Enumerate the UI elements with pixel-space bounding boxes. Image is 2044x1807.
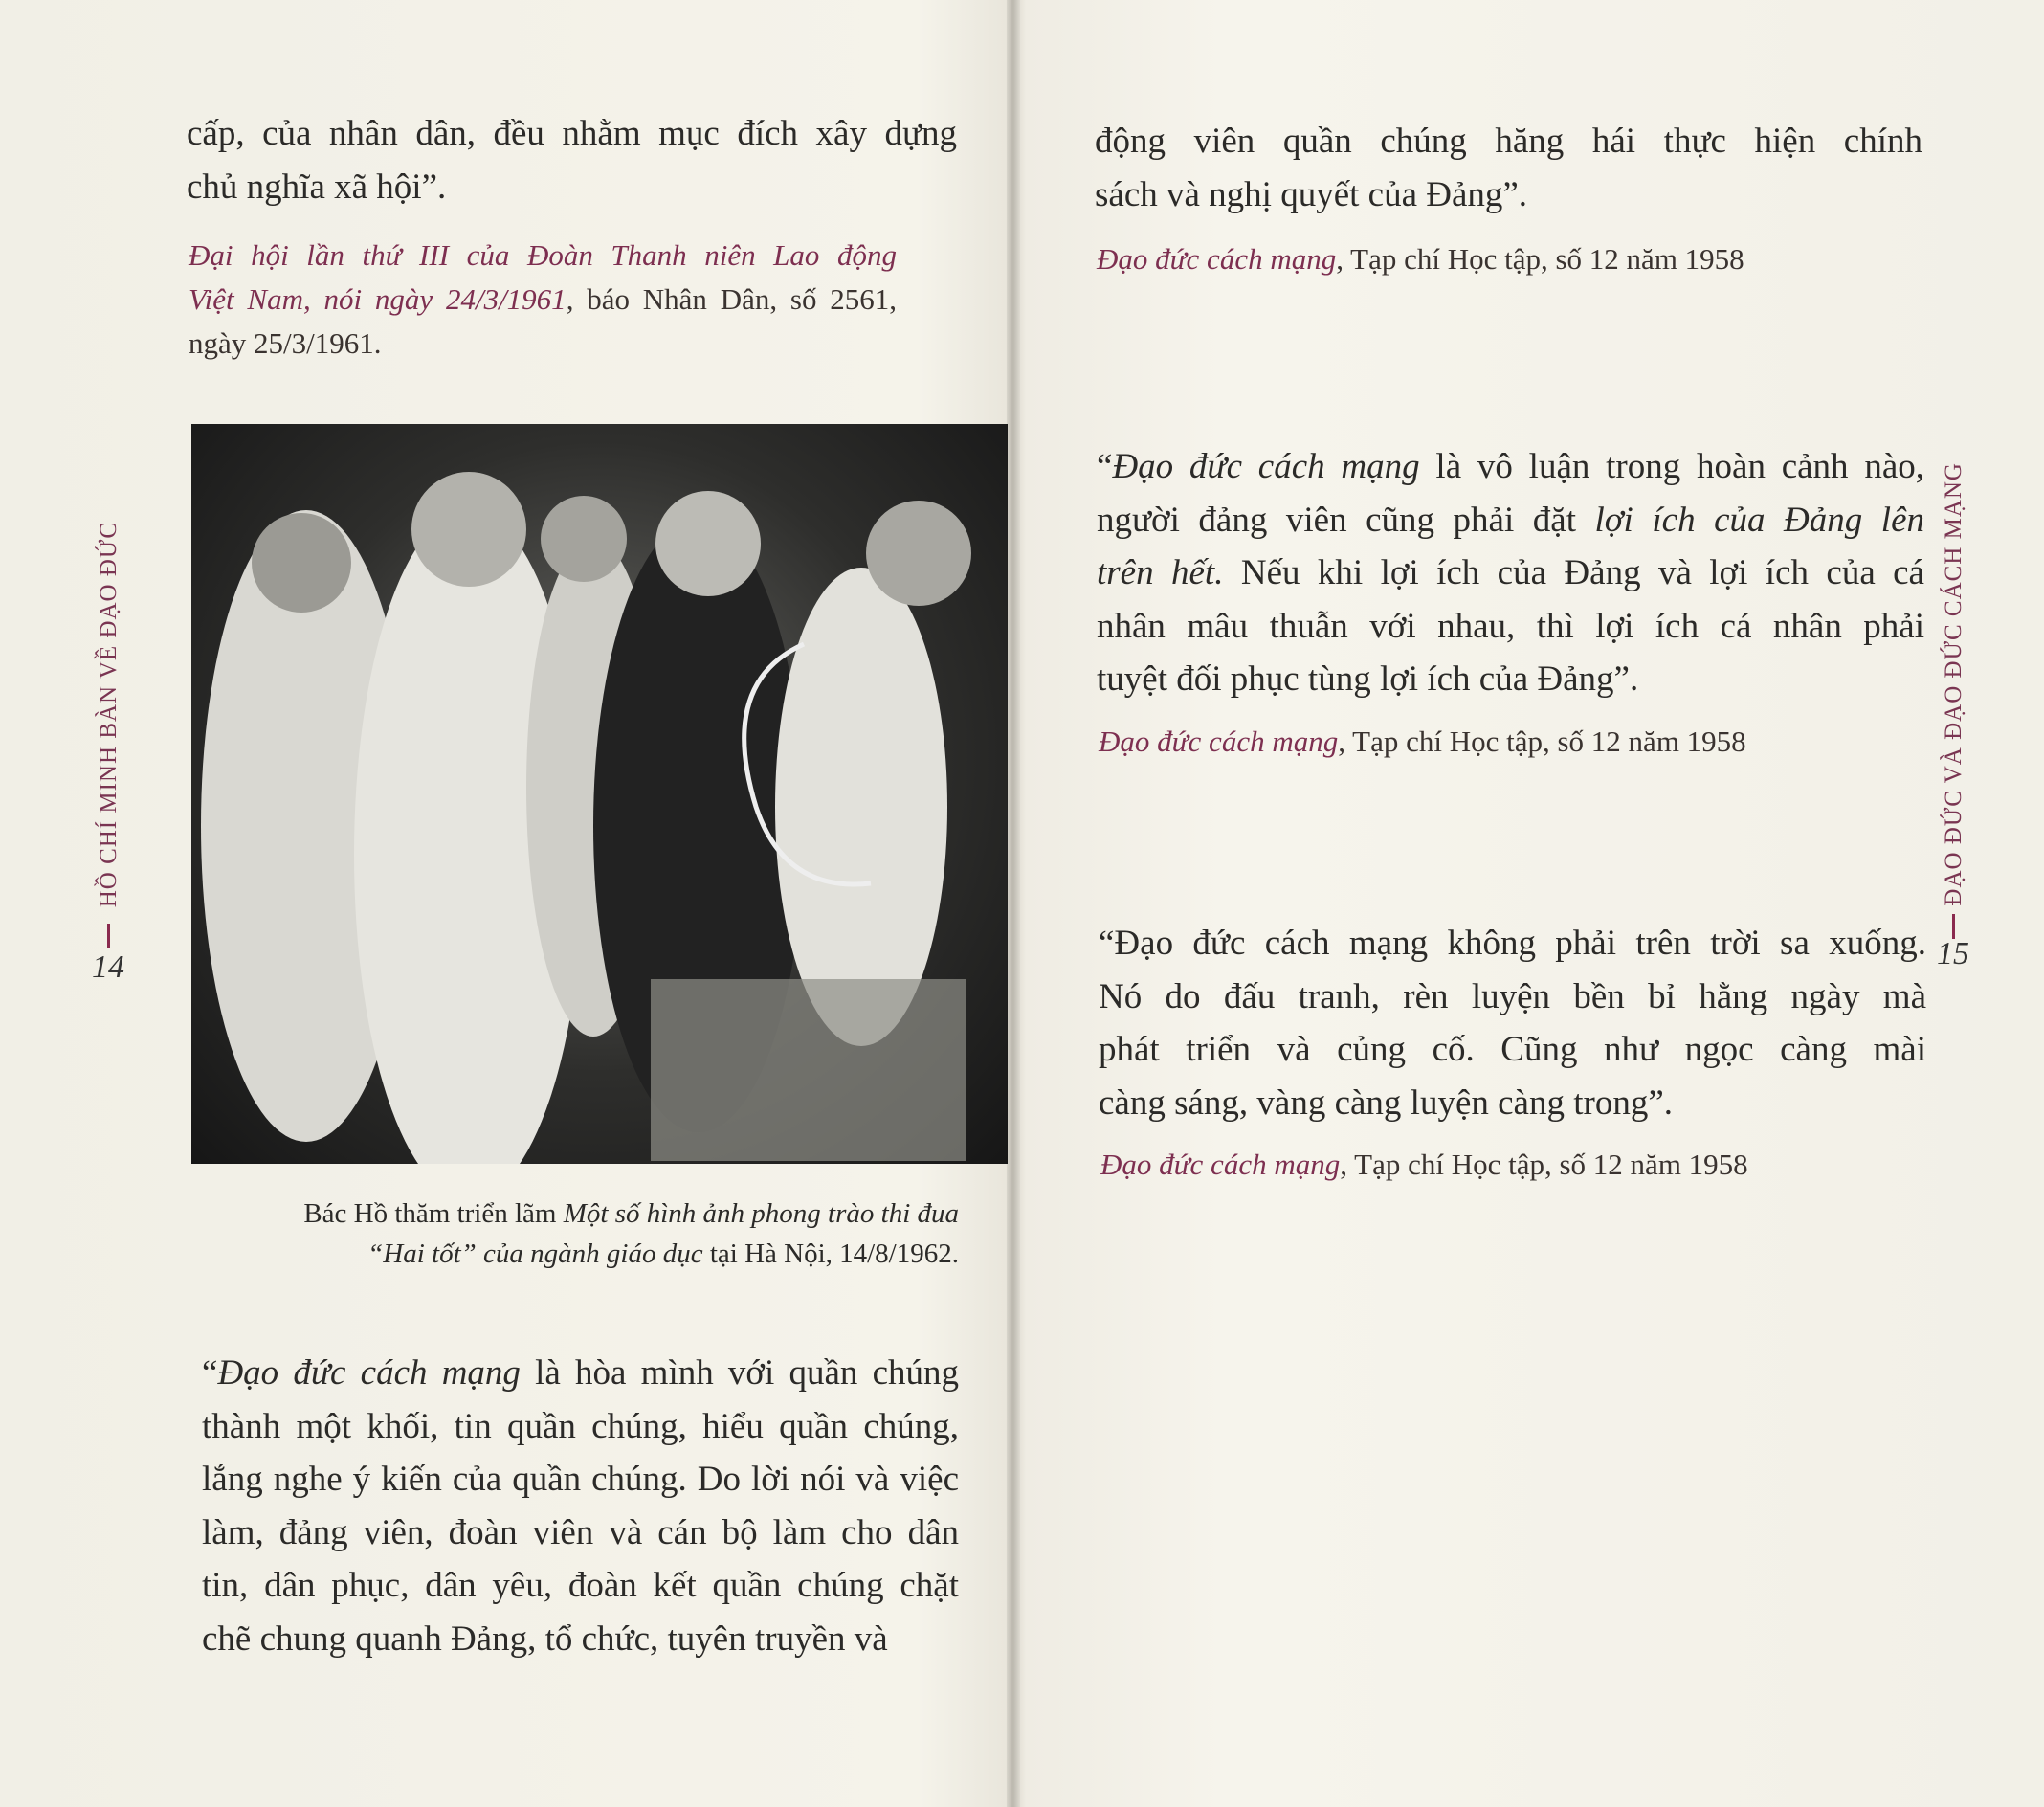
text-line: [1097, 440, 1924, 494]
text: “Đạo đức cách mạng không phải trên trời sa xuống.: [1099, 924, 1926, 963]
running-head-divider: [107, 924, 110, 948]
italic-text: Đạo đức cách mạng: [1100, 1148, 1341, 1181]
text: người đảng viên cũng phải đặt: [1097, 500, 1595, 540]
text: làm, đảng viên, đoàn viên và cán bộ làm cho dân: [202, 1512, 959, 1552]
text-line: [187, 107, 957, 161]
text: tại Hà Nội, 14/8/1962.: [702, 1238, 959, 1269]
text: lắng nghe ý kiến của quần chúng. Do lời nói và việc: [202, 1460, 959, 1499]
text: tin, dân phục, dân yêu, đoàn kết quần chúng chặt: [202, 1566, 959, 1605]
text: , Tạp chí Học tập, số 12 năm 1958: [1338, 725, 1746, 758]
text-line: [1095, 115, 1922, 168]
page-number-left: 14: [92, 949, 124, 985]
quote-3: [1099, 917, 1926, 1129]
quote-2: [1097, 440, 1924, 706]
italic-text: lợi ích của Đảng lên: [1594, 500, 1924, 540]
text-line: [1097, 547, 1924, 600]
italic-text: “Hai tốt”: [367, 1238, 477, 1269]
top-quote-source: [189, 234, 897, 366]
bottom-quote: [202, 1347, 959, 1665]
photo-caption: [211, 1194, 959, 1274]
text: , Tạp chí Học tập, số 12 năm 1958: [1336, 242, 1744, 276]
quote-1-continuation: [1095, 115, 1922, 221]
text-line: [1099, 917, 1926, 970]
text-line: [211, 1234, 959, 1274]
top-quote-continuation: [187, 107, 957, 213]
text-line: [202, 1506, 959, 1560]
text-line: [202, 1453, 959, 1506]
quote-2-source: [1099, 720, 1864, 764]
text: là hòa mình với quần chúng: [520, 1353, 960, 1393]
text: , Tạp chí Học tập, số 12 năm 1958: [1340, 1148, 1748, 1181]
running-head-left: HỒ CHÍ MINH BÀN VỀ ĐẠO ĐỨC: [96, 522, 122, 908]
text: là vô luận trong hoàn cảnh nào,: [1419, 447, 1925, 486]
text-line: [202, 1400, 959, 1454]
right-page: [1020, 0, 2044, 1807]
text: Nếu khi lợi ích của Đảng và lợi ích của cá: [1223, 553, 1924, 592]
text-line: [189, 322, 897, 366]
text: nhân mâu thuẫn với nhau, thì lợi ích cá nhân phải: [1097, 606, 1924, 646]
text-line: [1099, 1023, 1926, 1077]
italic-text: Đạo đức cách mạng: [1099, 725, 1339, 758]
text-line: [1097, 600, 1924, 654]
text-line: [1099, 970, 1926, 1024]
text: ngày 25/3/1961.: [189, 326, 382, 360]
text: “: [1097, 447, 1113, 486]
text-line: [1099, 1077, 1926, 1130]
text: càng sáng, vàng càng luyện càng trong”.: [1099, 1082, 1674, 1123]
running-head-right: ĐẠO ĐỨC VÀ ĐẠO ĐỨC CÁCH MẠNG: [1941, 462, 1966, 906]
italic-text: Đại hội lần thứ III của Đoàn Thanh niên Lao động: [189, 238, 897, 272]
text-line: [1097, 494, 1924, 547]
text-line: [202, 1347, 959, 1400]
text-line: [189, 234, 897, 278]
quote-1-source: [1097, 237, 1862, 281]
text-line: [1099, 720, 1864, 764]
text: chẽ chung quanh Đảng, tổ chức, tuyên truyền và: [202, 1618, 888, 1659]
italic-text: Việt Nam, nói ngày 24/3/1961: [189, 282, 567, 316]
page-number-right: 15: [1937, 936, 1969, 971]
book-gutter: [1007, 0, 1020, 1807]
text-line: [211, 1194, 959, 1234]
text: tuyệt đối phục tùng lợi ích của Đảng”.: [1097, 659, 1639, 699]
text: , báo Nhân Dân, số 2561,: [566, 282, 897, 316]
text-line: [1100, 1143, 1866, 1187]
text: chủ nghĩa xã hội”.: [187, 167, 447, 207]
text-line: [1095, 168, 1922, 222]
historical-photo: [191, 424, 1008, 1164]
text-line: [202, 1559, 959, 1613]
text: cấp, của nhân dân, đều nhằm mục đích xây dựng: [187, 114, 957, 153]
text-line: [202, 1613, 959, 1666]
text-line: [187, 161, 957, 214]
left-page: [0, 0, 1014, 1807]
italic-text: Một số hình ảnh phong trào thi đua: [563, 1198, 959, 1229]
text: Bác Hồ thăm triển lãm: [303, 1198, 564, 1229]
italic-text: trên hết.: [1097, 553, 1224, 592]
italic-text: Đạo đức cách mạng: [217, 1353, 521, 1393]
text-line: [189, 278, 897, 322]
text: sách và nghị quyết của Đảng”.: [1095, 174, 1528, 214]
text: phát triển và củng cố. Cũng như ngọc càng mài: [1099, 1030, 1926, 1069]
text: thành một khối, tin quần chúng, hiểu quần chúng,: [202, 1406, 959, 1446]
quote-3-source: [1100, 1143, 1866, 1187]
text-line: [1097, 237, 1862, 281]
italic-text: Đạo đức cách mạng: [1112, 447, 1420, 486]
italic-text: Đạo đức cách mạng: [1097, 242, 1337, 276]
italic-text: của ngành giáo dục: [476, 1238, 703, 1269]
text: động viên quần chúng hăng hái thực hiện chính: [1095, 122, 1922, 161]
text: “: [202, 1353, 218, 1393]
text: Nó do đấu tranh, rèn luyện bền bỉ hằng ngày mà: [1099, 976, 1926, 1016]
text-line: [1097, 653, 1924, 706]
